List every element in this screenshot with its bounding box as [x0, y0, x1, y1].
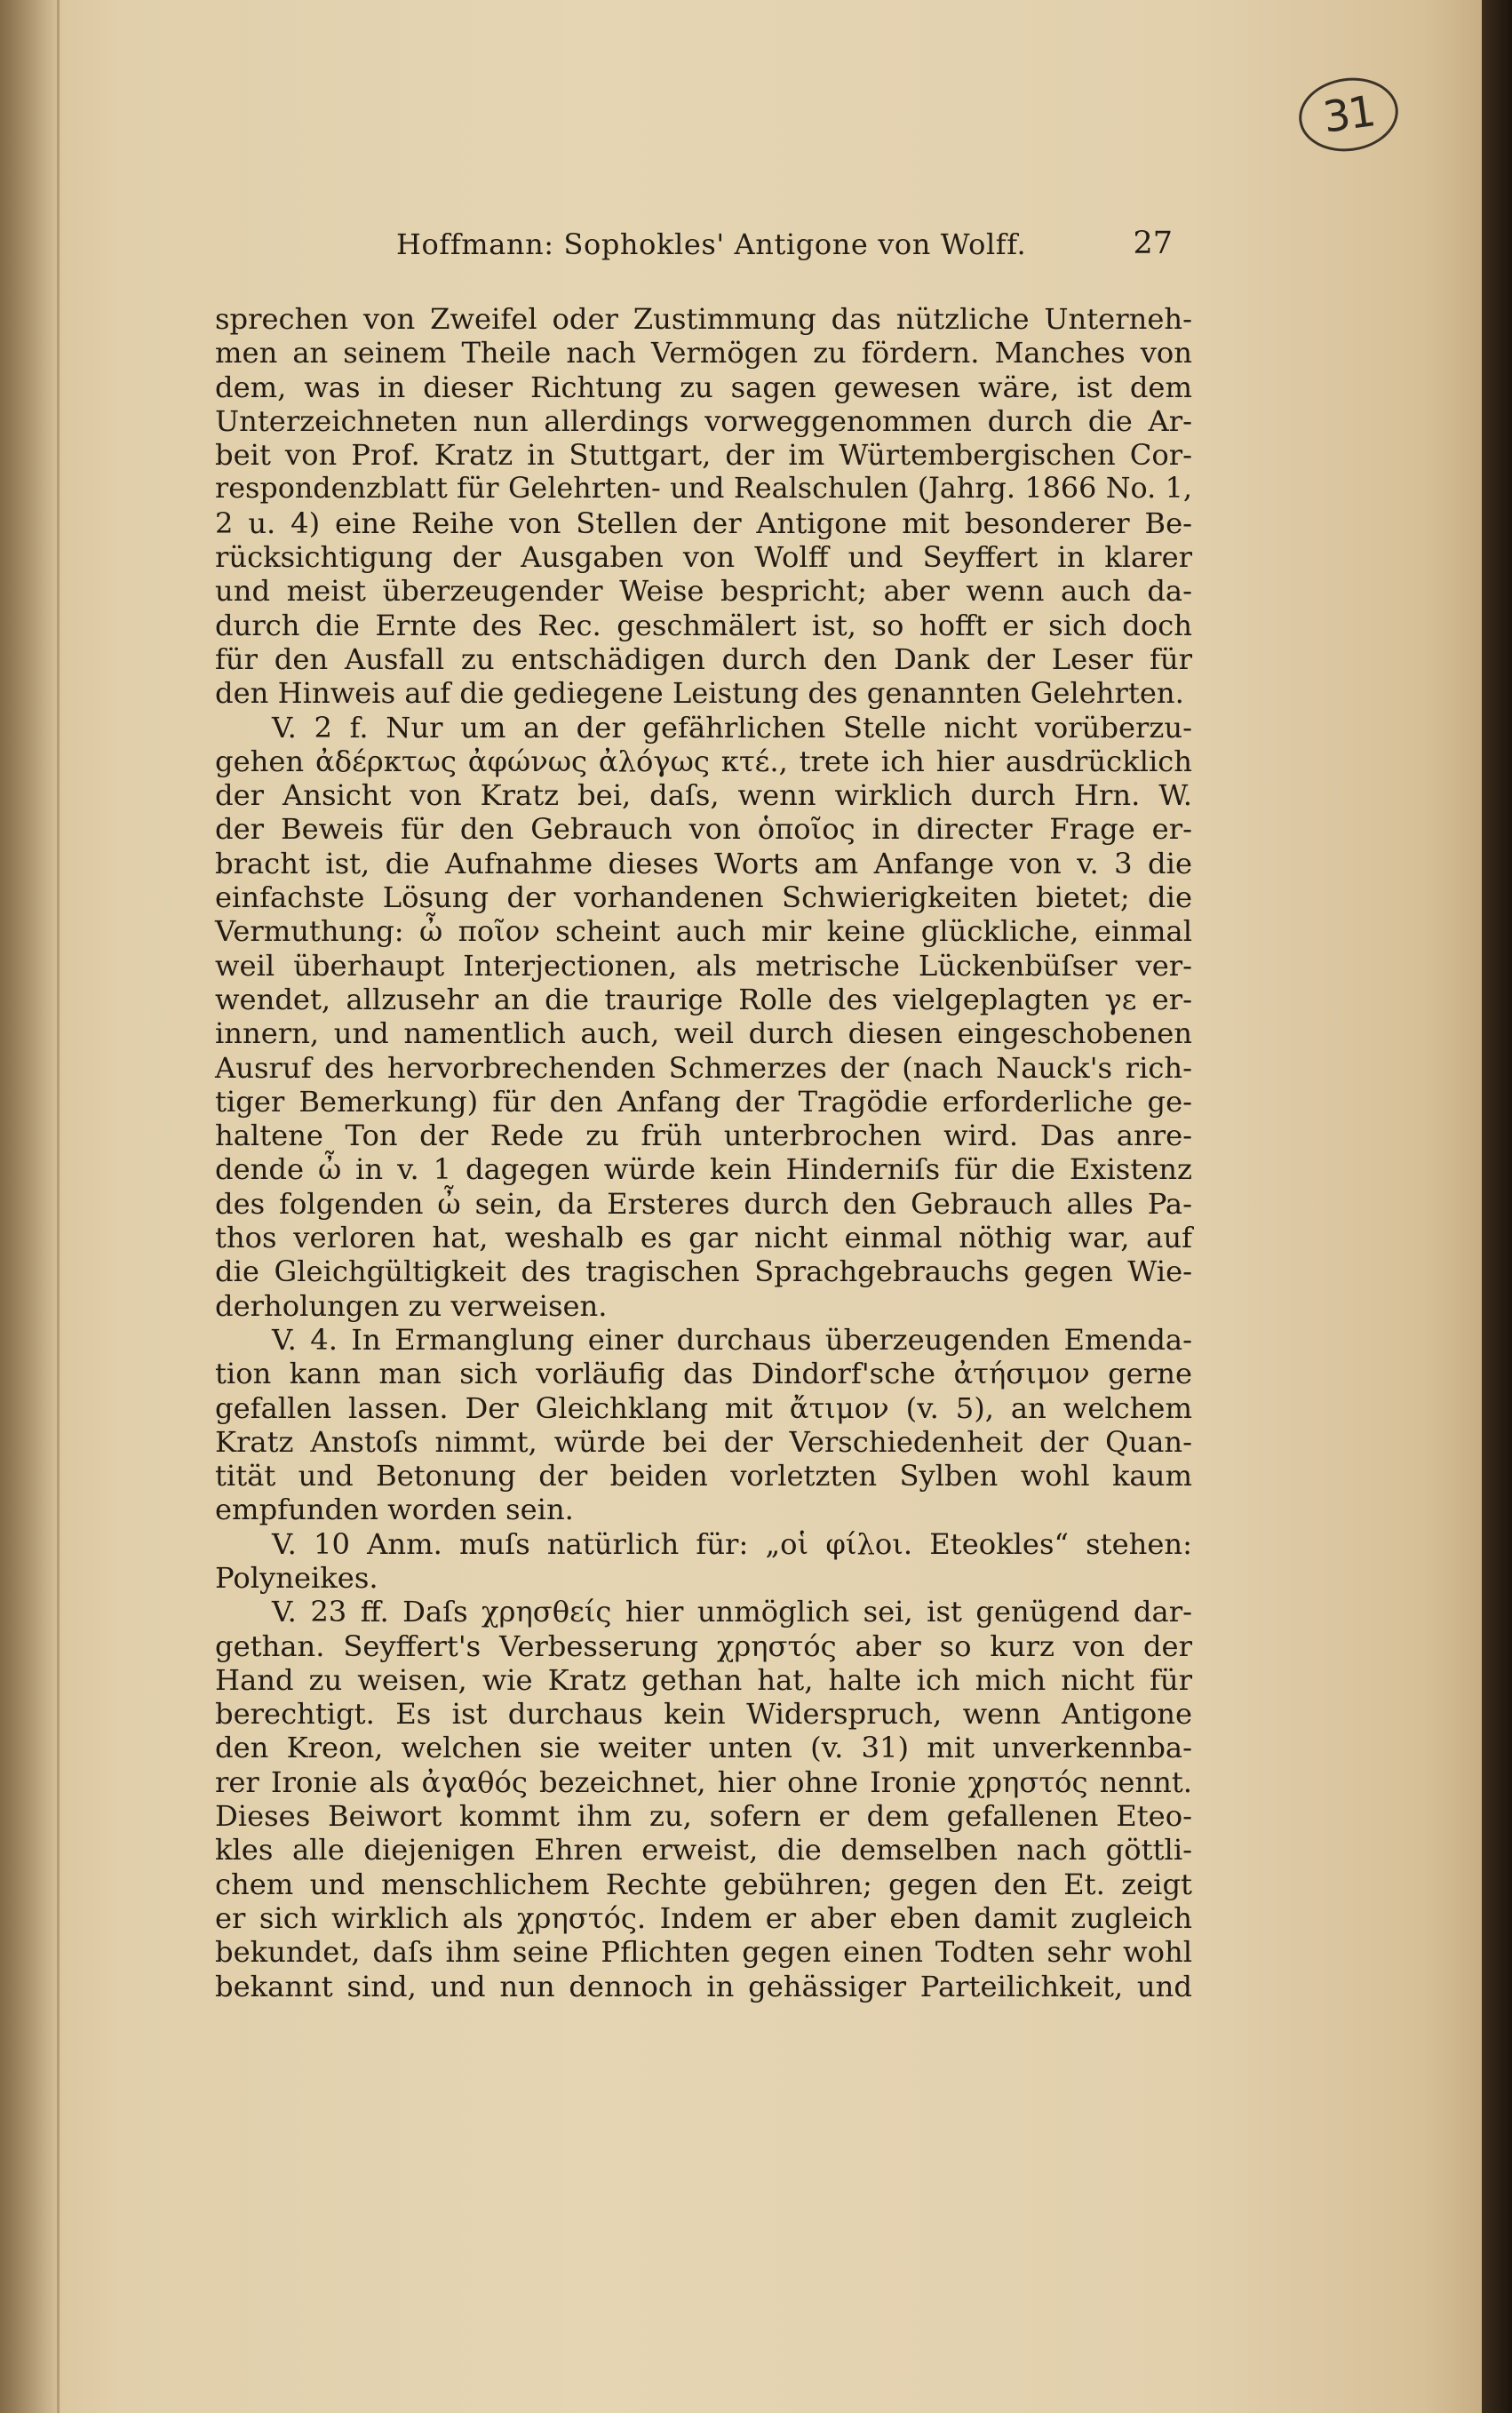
text-line: Polyneikes. [215, 1560, 378, 1595]
text-line: durch die Ernte des Rec. geschmälert ist, so hofft er sich doch [215, 608, 1192, 642]
text-line: des folgenden ὦ sein, da Ersteres durch den Gebrauch alles Pa- [215, 1186, 1192, 1221]
text-line: thos verloren hat, weshalb es gar nicht einmal nöthig war, auf [215, 1221, 1192, 1255]
text-line: respondenzblatt für Gelehrten- und Realschulen (Jahrg. 1866 No. 1, [215, 472, 1192, 506]
text-line: weil überhaupt Interjectionen, als metrische Lückenbüſser ver- [215, 948, 1192, 983]
text-line: haltene Ton der Rede zu früh unterbrochen wird. Das anre- [215, 1119, 1192, 1153]
text-line: Hand zu weisen, wie Kratz gethan hat, halte ich mich nicht für [215, 1662, 1192, 1697]
text-line: wendet, allzusehr an die traurige Rolle des vielgeplagten γε er- [215, 982, 1192, 1016]
running-title: Hoffmann: Sophokles' Antigone von Wolff. [396, 227, 1027, 261]
text-line: tität und Betonung der beiden vorletzten Sylben wohl kaum [215, 1459, 1192, 1493]
text-line: die Gleichgültigkeit des tragischen Sprachgebrauchs gegen Wie- [215, 1254, 1192, 1289]
gutter-fold [57, 0, 60, 2413]
text-line: einfachste Lösung der vorhandenen Schwierigkeiten bietet; die [215, 880, 1192, 915]
text-line: berechtigt. Es ist durchaus kein Widerspruch, wenn Antigone [215, 1697, 1192, 1732]
text-line: er sich wirklich als χρηστός. Indem er aber eben damit zugleich [215, 1900, 1192, 1935]
text-line: für den Ausfall zu entschädigen durch den Dank der Leser für [215, 641, 1192, 676]
text-line: dende ὦ in v. 1 dagegen würde kein Hinderniſs für die Existenz [215, 1152, 1192, 1187]
text-line: gethan. Seyffert's Verbesserung χρηστός aber so kurz von der [215, 1629, 1192, 1663]
text-line: V. 4. In Ermanglung einer durchaus überzeugenden Emenda- [272, 1322, 1192, 1357]
page-number: 27 [1133, 226, 1173, 261]
text-line: tion kann man sich vorläufig das Dindorf'sche ἀτήσιμον gerne [215, 1357, 1192, 1391]
text-line: dem, was in dieser Richtung zu sagen gewesen wäre, ist dem [215, 370, 1192, 404]
text-line: rücksichtigung der Ausgaben von Wolff und Seyffert in klarer [215, 540, 1192, 575]
text-line: rer Ironie als ἀγαθός bezeichnet, hier ohne Ironie χρηστός nennt. [215, 1764, 1192, 1799]
scan-edge [1482, 0, 1512, 2413]
text-line: der Ansicht von Kratz bei, daſs, wenn wirklich durch Hrn. W. [215, 778, 1192, 813]
text-line: men an seinem Theile nach Vermögen zu fördern. Manches von [215, 336, 1192, 370]
text-line: V. 2 f. Nur um an der gefährlichen Stelle nicht vorüberzu- [272, 710, 1192, 745]
text-line: Ausruf des hervorbrechenden Schmerzes der (nach Nauck's rich- [215, 1050, 1192, 1085]
folio-stamp-number: 31 [1319, 86, 1378, 143]
folio-stamp [1294, 72, 1403, 158]
text-line: Dieses Beiwort kommt ihm zu, sofern er dem gefallenen Eteo- [215, 1799, 1192, 1834]
text-line: kles alle diejenigen Ehren erweist, die demselben nach göttli- [215, 1833, 1192, 1867]
text-line: der Beweis für den Gebrauch von ὁποῖος in directer Frage er- [215, 812, 1192, 847]
text-line: den Hinweis auf die gediegene Leistung des genannten Gelehrten. [215, 676, 1184, 711]
text-line: Unterzeichneten nun allerdings vorweggenommen durch die Ar- [215, 403, 1192, 438]
text-line: V. 23 ff. Daſs χρησθείς hier unmöglich sei, ist genügend dar- [272, 1595, 1192, 1629]
text-line: bekundet, daſs ihm seine Pflichten gegen einen Todten sehr wohl [215, 1935, 1192, 1970]
text-line: V. 10 Anm. muſs natürlich für: „οἱ φίλοι. Eteokles“ stehen: [272, 1526, 1192, 1561]
text-line: derholungen zu verweisen. [215, 1288, 608, 1323]
text-line: 2 u. 4) eine Reihe von Stellen der Antigone mit besonderer Be- [215, 506, 1192, 540]
text-line: den Kreon, welchen sie weiter unten (v. 31) mit unverkennba- [215, 1731, 1192, 1765]
gutter-shadow [0, 0, 62, 2413]
text-line: gehen ἀδέρκτως ἀφώνως ἀλόγως κτέ., trete ich hier ausdrücklich [215, 744, 1192, 778]
running-head [213, 227, 1173, 272]
text-line: bracht ist, die Aufnahme dieses Worts am Anfange von v. 3 die [215, 846, 1192, 880]
text-line: innern, und namentlich auch, weil durch diesen eingeschobenen [215, 1016, 1192, 1051]
text-line: bekannt sind, und nun dennoch in gehässiger Parteilichkeit, und [215, 1969, 1192, 2003]
text-line: tiger Bemerkung) für den Anfang der Tragödie erforderliche ge- [215, 1084, 1192, 1119]
body-text [215, 302, 1192, 2003]
text-line: sprechen von Zweifel oder Zustimmung das nützliche Unterneh- [215, 302, 1192, 336]
text-line: gefallen lassen. Der Gleichklang mit ἄτιμον (v. 5), an welchem [215, 1390, 1192, 1425]
text-line: Kratz Anstoſs nimmt, würde bei der Verschiedenheit der Quan- [215, 1424, 1192, 1459]
text-line: Vermuthung: ὦ ποῖον scheint auch mir keine glückliche, einmal [215, 914, 1192, 949]
text-line: chem und menschlichem Rechte gebühren; gegen den Et. zeigt [215, 1867, 1192, 1901]
text-line: beit von Prof. Kratz in Stuttgart, der im Würtembergischen Cor- [215, 438, 1192, 473]
text-line: und meist überzeugender Weise bespricht; aber wenn auch da- [215, 574, 1192, 609]
text-line: empfunden worden sein. [215, 1493, 574, 1527]
